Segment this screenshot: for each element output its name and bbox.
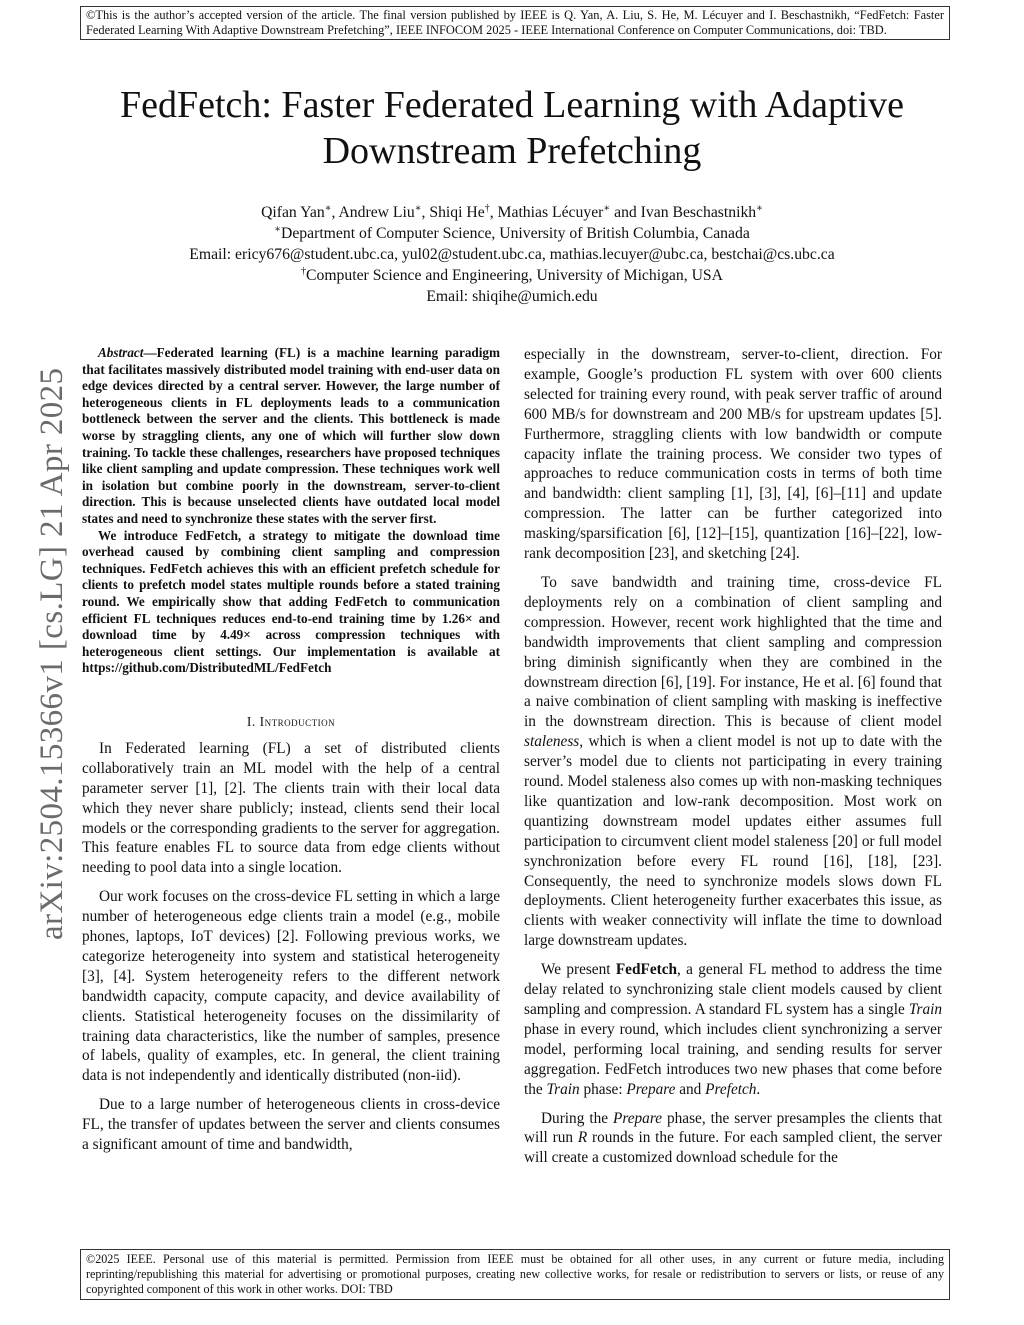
affiliation-umich: †Computer Science and Engineering, University of Michigan, USA [301,265,723,284]
abstract-paragraph: Abstract—Federated learning (FL) is a machine learning paradigm that facilitates massively distributed model training with end-user data on edge devices directed by a central server. However, the large number of heterogeneous clients in FL deployments leads to a communication bottleneck between the server and the clients. This bottleneck is made worse by straggling clients, any one of which will further slow down training. To tackle these challenges, researchers have proposed techniques like client sampling and update compression. These techniques work well in isolation but combine poorly in the downstream, server-to-client direction. This is because unselected clients have outdated local model states and need to synchronize these states with the server first. [82,345,500,526]
body-paragraph: especially in the downstream, server-to-client, direction. For example, Google’s production FL system with over 600 clients selected for training every round, with peak server traffic of around 600 MB/s for downstream and 200 MB/s for upstream updates [5]. Furthermore, straggling clients with low bandwidth or compute capacity inflate the training process. We consider two types of approaches to reduce communication costs in terms of both time and bandwidth: client sampling [1], [3], [4], [6]–[11] and update compression. The latter can be further categorized into masking/sparsification [6], [12]–[15], quantization [16]–[22], low-rank decomposition [23], and sketching [24]. [524,346,942,563]
email-umich: Email: shiqihe@umich.edu [426,288,598,305]
body-paragraph: Our work focuses on the cross-device FL setting in which a large number of heterogeneous edge clients train a model (e.g., mobile phones, laptops, IoT devices) [2]. Following previous works, we categorize heterogeneity into system and statistical heterogeneity [3], [4]. System heterogeneity refers to the different network bandwidth capacity, compute capacity, and device availability of clients. Statistical heterogeneity focuses on the dissimilarity of training data characteristics, like the number of samples, presence of labels, quality of examples, etc. In general, the client training data is not independently and identically distributed (non-iid). [82,888,500,1085]
introduction-right [524,345,942,1168]
footer-copyright-notice: ©2025 IEEE. Personal use of this material is permitted. Permission from IEEE must be obtained for all other uses, in any current or future media, including reprinting/republishing this material for advertising or promotional purposes, creating new collective works, for resale or redistribution to servers or lists, or reuse of any copyrighted component of this work in other works. DOI: TBD [80,1249,950,1300]
right-column [524,345,942,1168]
abstract-paragraph: We introduce FedFetch, a strategy to mitigate the download time overhead caused by combining client sampling and compression techniques. FedFetch achieves this with an efficient prefetch schedule for clients to prefetch model states multiple rounds before a stated training round. We empirically show that adding FedFetch to communication efficient FL techniques reduces end-to-end training time by 1.26× and download time by 4.49× across compression techniques with heterogeneous client settings. Our implementation is available at https://github.com/DistributedML/FedFetch [82,527,500,676]
abstract [82,345,500,677]
email-ubc: Email: ericy676@student.ubc.ca, yul02@student.ubc.ca, mathias.lecuyer@ubc.ca, bestchai@cs.ubc.ca [189,246,835,263]
author-names: Qifan Yan∗, Andrew Liu∗, Shiqi He†, Mathias Lécuyer∗ and Ivan Beschastnikh∗ [261,202,763,221]
author-block [90,202,934,307]
affiliation-ubc: ∗Department of Computer Science, University of British Columbia, Canada [274,223,750,242]
abstract-label: Abstract [98,345,144,360]
left-column [82,345,500,1155]
body-paragraph: In Federated learning (FL) a set of distributed clients collaboratively train an ML model with the help of a central parameter server [1], [2]. The clients train with their local data which they never share publicly; instead, clients send their local models or the corresponding gradients to the server for aggregation. This feature enables FL to source data from edge clients without needing to pool data into a single location. [82,739,500,877]
body-paragraph: To save bandwidth and training time, cross-device FL deployments rely on a combination of client sampling and compression. However, recent work highlighted that the time and bandwidth improvements that client sampling and compression bring diminish significantly when they are combined in the downstream direction [6], [19]. For instance, He et al. [6] found that a naive combination of client sampling with masking is ineffective in the downstream direction. This is because of client model staleness, which is when a client model is not up to date with the server’s model due to clients not participating in every training round. Model staleness also comes up with non-masking techniques like quantization and low-rank decomposition. Most work on quantizing downstream model updates either assumes full participation to circumvent client model staleness [20] or full model synchronization before every FL round [16], [18], [23]. Consequently, the need to synchronize models slows down FL deployments. Client heterogeneity further exacerbates this issue, as clients with weaker connectivity will inflate the time to download large downstream updates. [524,573,942,950]
section-heading-introduction: I. Introduction [246,713,336,729]
body-paragraph: During the Prepare phase, the server presamples the clients that will run R rounds in the future. For each sampled client, the server will create a customized download schedule for the [524,1109,943,1167]
introduction-left [82,739,500,1155]
arxiv-stamp: arXiv:2504.15366v1 [cs.LG] 21 Apr 2025 [34,367,70,940]
paper-title: FedFetch: Faster Federated Learning with Adaptive Downstream Prefetching [119,84,905,172]
body-paragraph: We present FedFetch, a general FL method to address the time delay related to synchronizing stale client models caused by client sampling and compression. A standard FL system has a single Train phase in every round, which includes client synchronizing a server model, performing local training, and sending results for server aggregation. FedFetch introduces two new phases that come before the Train phase: Prepare and Prefetch. [524,961,942,1098]
body-paragraph: Due to a large number of heterogeneous clients in cross-device FL, the transfer of updates between the server and clients consumes a significant amount of time and bandwidth, [82,1096,500,1154]
header-copyright-notice: ©This is the author’s accepted version of the article. The final version published by IEEE is Q. Yan, A. Liu, S. He, M. Lécuyer and I. Beschastnikh, “FedFetch: Faster Federated Learning With Adaptive Downstream Prefetching”, IEEE INFOCOM 2025 - IEEE International Conference on Computer Communications, doi: TBD. [80,6,950,40]
